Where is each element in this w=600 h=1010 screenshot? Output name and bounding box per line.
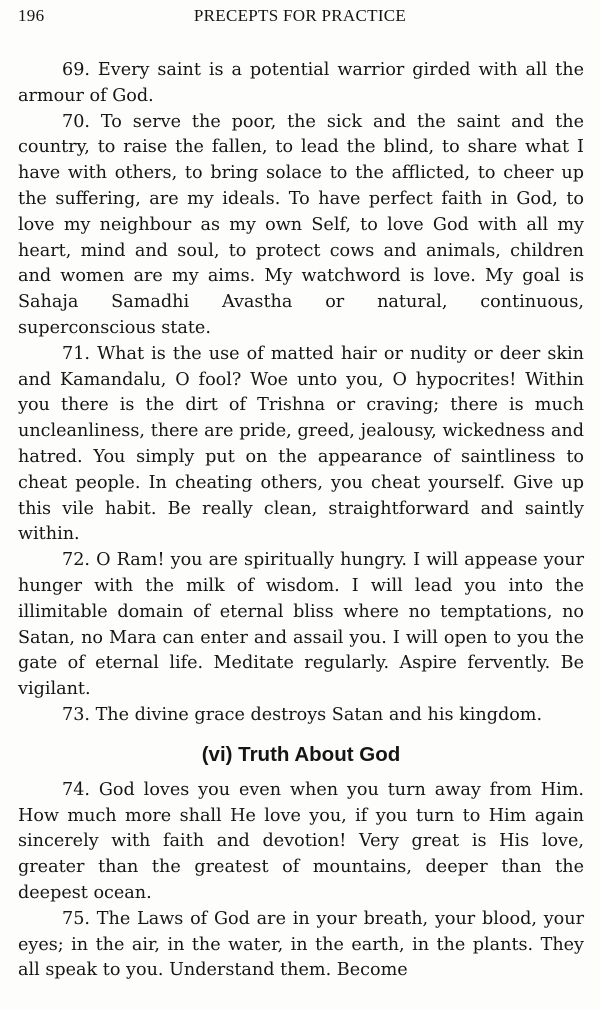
paragraph-73: 73. The divine grace destroys Satan and his kingdom. <box>62 704 543 725</box>
running-head <box>18 6 582 32</box>
paragraph-72: 72. O Ram! you are spiritually hungry. I will appease your hunger with the milk of wisdom. I will lead you into the illimitable domain of eternal bliss where no temptations, no Satan, no Mara can enter and assail you. I will open to you the gate of eternal life. Meditate regularly. Aspire fervently. Be vigilant. <box>18 550 584 700</box>
body-text <box>18 58 584 984</box>
page-number: 196 <box>18 6 45 25</box>
paragraph-70: 70. To serve the poor, the sick and the saint and the country, to raise the fallen, to lead the blind, to share what I have with others, to bring solace to the afflicted, to cheer up the suffering, are my ideals. To have perfect faith in God, to love my neighbour as my own Self, to love God with all my heart, mind and soul, to protect cows and animals, children and women are my aims. My watchword is love. My goal is Sahaja Samadhi Avastha or natural, continuous, superconscious state. <box>18 111 584 338</box>
running-title: PRECEPTS FOR PRACTICE <box>193 6 407 25</box>
paragraph-71: 71. What is the use of matted hair or nudity or deer skin and Kamandalu, O fool? Woe unto you, O hypocrites! Within you there is the dirt of Trishna or craving; there is much uncleanliness, there are pride, greed, jealousy, wickedness and hatred. You simply put on the appearance of saintliness to cheat people. In cheating others, you cheat yourself. Give up this vile habit. Be really clean, straightforward and saintly within. <box>18 343 584 545</box>
paragraph-75: 75. The Laws of God are in your breath, your blood, your eyes; in the air, in the water, in the earth, in the plants. They all speak to you. Understand them. Become <box>18 908 584 981</box>
paragraph-69: 69. Every saint is a potential warrior girded with all the armour of God. <box>18 60 584 106</box>
paragraph-74: 74. God loves you even when you turn away from Him. How much more shall He love you, if you turn to Him again sincerely with faith and devotion! Very great is His love, greater than the greatest of mountains, deeper than the deepest ocean. <box>18 779 584 903</box>
section-heading: (vi) Truth About God <box>201 742 401 766</box>
